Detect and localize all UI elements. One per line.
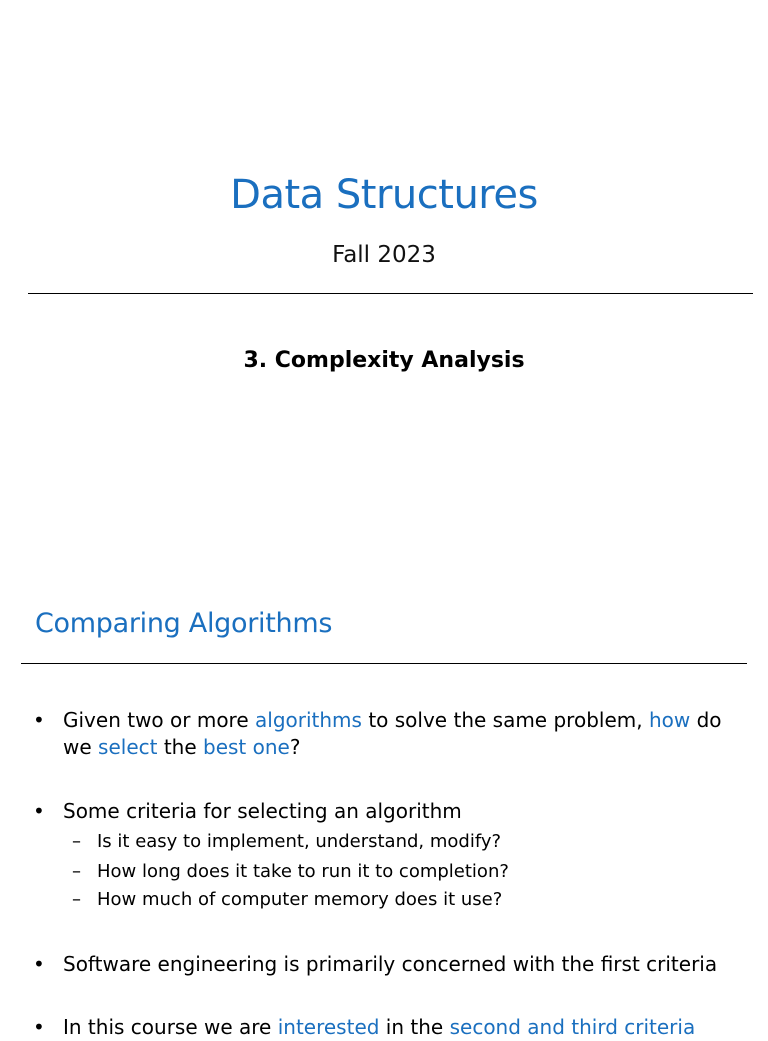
bullet-item: [33, 798, 733, 825]
bullet-text: Software engineering is primarily concerned with the first criteria: [63, 952, 718, 976]
bullet-text: [63, 1014, 733, 1041]
highlight-text: best one: [203, 735, 290, 759]
bullet-dot: •: [33, 952, 45, 976]
highlight-text: second and third criteria: [449, 1015, 696, 1039]
highlight-text: how: [648, 708, 691, 732]
bullet-item: [33, 951, 733, 978]
text-run: in the: [379, 1015, 450, 1039]
slide-subtitle: Fall 2023: [332, 242, 436, 268]
bullet-dot: •: [33, 799, 45, 823]
text-run: In this course we are: [63, 1015, 278, 1039]
dash-glyph: –: [72, 831, 81, 852]
bullet-item: [33, 707, 733, 761]
divider: [21, 663, 747, 664]
lecture-title: 3. Complexity Analysis: [243, 348, 525, 373]
content-slide: [0, 580, 768, 1039]
divider: [28, 293, 753, 294]
sub-item: [72, 888, 712, 912]
text-run: the: [157, 735, 204, 759]
bullet-dot: •: [33, 1015, 45, 1039]
slide-heading: Comparing Algorithms: [35, 608, 333, 639]
dash-glyph: –: [72, 889, 81, 910]
bullet-text: Some criteria for selecting an algorithm: [63, 799, 462, 823]
sub-item-text: Is it easy to implement, understand, modify?: [97, 831, 502, 852]
bullet-item: [33, 1014, 733, 1041]
sub-item: [72, 830, 712, 854]
sub-item-text: How much of computer memory does it use?: [97, 889, 503, 910]
sub-item-text: How long does it take to run it to completion?: [97, 861, 509, 882]
text-run: do we: [63, 708, 722, 759]
highlight-text: select: [98, 735, 158, 759]
bullet-text: [63, 707, 733, 761]
text-run: ?: [289, 735, 301, 759]
text-run: Given two or more: [63, 708, 256, 732]
highlight-text: interested: [277, 1015, 380, 1039]
highlight-text: algorithms: [255, 708, 362, 732]
dash-glyph: –: [72, 861, 81, 882]
bullet-dot: •: [33, 708, 45, 732]
slide-title: Data Structures: [230, 172, 538, 218]
text-run: to solve the same problem,: [361, 708, 649, 732]
sub-item: [72, 860, 712, 884]
